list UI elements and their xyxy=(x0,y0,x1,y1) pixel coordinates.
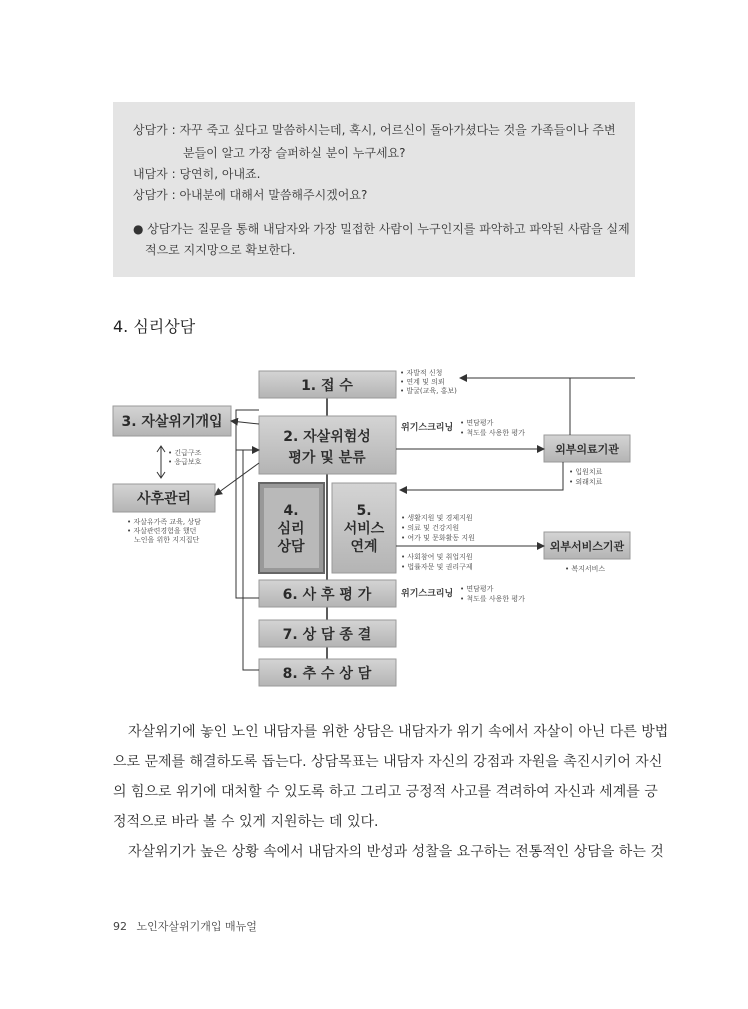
screening-2-note: • 척도를 사용한 평가 xyxy=(460,595,525,603)
postcare-note: • 자살관련경험을 했던 xyxy=(127,527,197,535)
paragraph-line: 자살위기가 높은 상황 속에서 내담자의 반성과 성찰을 요구하는 전통적인 상담을 하는 것 xyxy=(128,844,664,860)
screening-1-label: 위기스크리닝 xyxy=(401,423,454,433)
service-note: • 여가 및 문화활동 지원 xyxy=(401,534,475,542)
dialog-note-line: 적으로 지지망으로 확보한다. xyxy=(145,243,296,257)
section-title: 4. 심리상담 xyxy=(113,317,196,336)
intake-note: • 연계 및 의뢰 xyxy=(400,378,445,386)
paragraph-line: 자살위기에 놓인 노인 내담자를 위한 상담은 내담자가 위기 속에서 자살이 아닌 다른 방법 xyxy=(128,724,669,740)
postcare-note: • 자살유가족 교육, 상담 xyxy=(127,518,201,526)
screening-2-note: • 면담평가 xyxy=(460,585,494,593)
postcare-label: 사후관리 xyxy=(136,491,192,507)
service-note: • 법률자문 및 권리구제 xyxy=(401,563,473,571)
followup-label: 8. 추 수 상 담 xyxy=(282,666,372,682)
termination-label: 7. 상 담 종 결 xyxy=(282,627,372,643)
medical-note: • 외래치료 xyxy=(569,478,603,486)
service-note: • 사회참여 및 취업지원 xyxy=(401,553,473,561)
postcare-arrow xyxy=(215,463,259,495)
medical-return-arrow xyxy=(400,462,563,490)
page-number: 92 xyxy=(113,920,127,933)
service-note: • 생활지원 및 경제지원 xyxy=(401,514,473,522)
risk-assessment-label-2: 평가 및 분류 xyxy=(288,450,366,466)
psych-counseling-label-2: 상담 xyxy=(277,539,305,555)
paragraph-line: 으로 문제를 해결하도록 돕는다. 상담목표는 내담자 자신의 강점과 자원을 촉진시키어 자신 xyxy=(113,754,663,770)
intake-note: • 발굴(교육, 홍보) xyxy=(400,387,457,395)
crisis-intervention-label: 3. 자살위기개입 xyxy=(121,414,223,430)
dialog-line: 내담자 : 당연히, 아내죠. xyxy=(133,167,261,181)
post-evaluation-label: 6. 사 후 평 가 xyxy=(282,587,372,603)
service-link-label-1: 서비스 xyxy=(343,521,385,537)
page-footer xyxy=(113,918,257,934)
psych-counseling-label-1: 심리 xyxy=(277,521,305,537)
psych-counseling-num: 4. xyxy=(283,503,299,519)
crisis-note: • 긴급구조 xyxy=(168,449,202,457)
intake-note: • 자발적 신청 xyxy=(400,369,443,377)
service-link-label-2: 연계 xyxy=(350,539,378,555)
dialog-line: 분들이 알고 가장 슬퍼하실 분이 누구세요? xyxy=(183,146,406,160)
medical-note: • 입원치료 xyxy=(569,468,603,476)
paragraph-line: 의 힘으로 위기에 대처할 수 있도록 하고 그리고 긍정적 사고를 격려하여 자신과 세계를 긍 xyxy=(113,784,658,800)
crisis-arrow xyxy=(231,421,259,424)
intake-label: 1. 접 수 xyxy=(301,378,353,394)
feedback-line-2 xyxy=(243,450,259,670)
dialog-line: 상담가 : 자꾸 죽고 싶다고 말씀하시는데, 혹시, 어르신이 돌아가셨다는 것을 가족들이나 주변 xyxy=(133,123,616,137)
external-service-label: 외부서비스기관 xyxy=(549,540,625,553)
postcare-note: 노인을 위한 지지집단 xyxy=(134,536,200,544)
feedback-line-1 xyxy=(236,410,259,598)
paragraph-line: 정적으로 바라 볼 수 있게 지원하는 데 있다. xyxy=(113,814,379,830)
risk-assessment-label-1: 2. 자살위험성 xyxy=(283,429,371,445)
service-note: • 의료 및 건강지원 xyxy=(401,524,460,532)
crisis-note: • 응급보호 xyxy=(168,458,202,466)
footer-title: 노인자살위기개입 매뉴얼 xyxy=(136,920,257,933)
screening-1-note: • 척도를 사용한 평가 xyxy=(460,429,525,437)
screening-2-label: 위기스크리닝 xyxy=(401,589,454,599)
dialog-note-line: ● 상담가는 질문을 통해 내담자와 가장 밀접한 사람이 누구인지를 파악하고 파악된 사람을 실제 xyxy=(133,222,630,236)
dialog-line: 상담가 : 아내분에 대해서 말씀해주시겠어요? xyxy=(133,188,368,202)
welfare-note: • 복지서비스 xyxy=(565,565,606,573)
screening-1-note: • 면담평가 xyxy=(460,419,494,427)
external-medical-label: 외부의료기관 xyxy=(555,443,619,456)
service-link-num: 5. xyxy=(356,503,372,519)
